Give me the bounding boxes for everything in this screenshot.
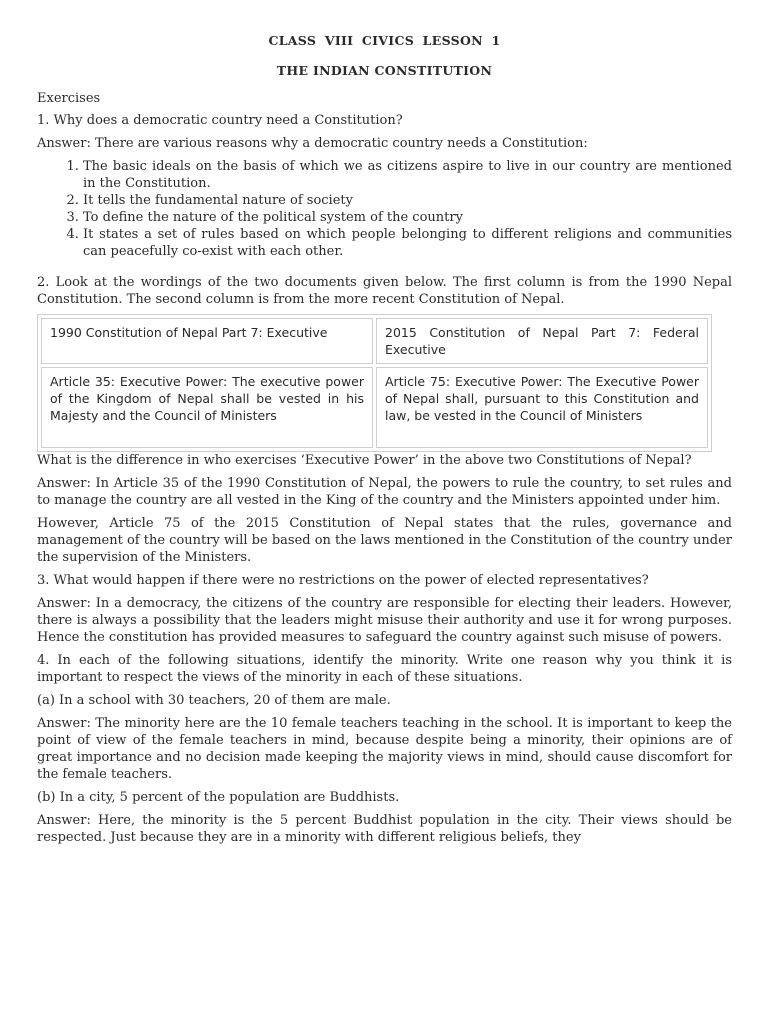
question-4: 4. In each of the following situations, identify the minority. Write one reason why you think it is important to respect the views of the minority in each of these situations. bbox=[37, 653, 732, 685]
constitution-comparison-table bbox=[37, 314, 712, 452]
table-row bbox=[41, 367, 708, 448]
exercises-label: Exercises bbox=[37, 91, 101, 106]
table-cell-article-35: Article 35: Executive Power: The executive power of the Kingdom of Nepal shall be vested in his Majesty and the Council of Ministers bbox=[41, 367, 373, 448]
answer-1-list bbox=[37, 158, 732, 260]
list-item: 3. To define the nature of the political system of the country bbox=[83, 209, 732, 226]
answer-1-intro: Answer: There are various reasons why a democratic country needs a Constitution: bbox=[37, 136, 588, 151]
table-row bbox=[41, 318, 708, 364]
question-2-followup: What is the difference in who exercises ‘Executive Power’ in the above two Constitutions of Nepal? bbox=[37, 453, 692, 468]
document-page bbox=[37, 32, 732, 852]
question-4b: (b) In a city, 5 percent of the population are Buddhists. bbox=[37, 790, 400, 805]
table-cell-article-75: Article 75: Executive Power: The Executive Power of Nepal shall, pursuant to this Constitution and law, be vested in the Council of Ministers bbox=[376, 367, 708, 448]
question-2: 2. Look at the wordings of the two documents given below. The first column is from the 1990 Nepal Constitution. The second column is from the more recent Constitution of Nepal. bbox=[37, 275, 732, 307]
question-4a: (a) In a school with 30 teachers, 20 of them are male. bbox=[37, 693, 391, 708]
answer-2-part-1: Answer: In Article 35 of the 1990 Constitution of Nepal, the powers to rule the country, to set rules and to manage the country are all vested in the King of the country and the Ministers appointed under him. bbox=[37, 476, 732, 508]
list-item: 2. It tells the fundamental nature of society bbox=[83, 192, 732, 209]
question-3: 3. What would happen if there were no restrictions on the power of elected representatives? bbox=[37, 573, 649, 588]
list-item: 4. It states a set of rules based on which people belonging to different religions and communities can peacefully co-exist with each other. bbox=[83, 226, 732, 260]
table-head-2015: 2015 Constitution of Nepal Part 7: Federal Executive bbox=[376, 318, 708, 364]
question-1: 1. Why does a democratic country need a Constitution? bbox=[37, 113, 403, 128]
answer-3: Answer: In a democracy, the citizens of the country are responsible for electing their leaders. However, there is always a possibility that the leaders might misuse their authority and use it for wrong purposes. Hence the constitution has provided measures to safeguard the country against such misuse of powers. bbox=[37, 596, 732, 645]
answer-2-part-2: However, Article 75 of the 2015 Constitution of Nepal states that the rules, governance and management of the country will be based on the laws mentioned in the Constitution of the country under the supervision of the Ministers. bbox=[37, 516, 732, 565]
list-item: 1. The basic ideals on the basis of which we as citizens aspire to live in our country are mentioned in the Constitution. bbox=[83, 158, 732, 192]
answer-4a: Answer: The minority here are the 10 female teachers teaching in the school. It is important to keep the point of view of the female teachers in mind, because despite being a minority, their opinions are of great importance and no decision made keeping the majority views in mind, should cause discomfort for the female teachers. bbox=[37, 716, 732, 782]
table-head-1990: 1990 Constitution of Nepal Part 7: Executive bbox=[41, 318, 373, 364]
page-subtitle: THE INDIAN CONSTITUTION bbox=[276, 63, 493, 78]
answer-4b: Answer: Here, the minority is the 5 percent Buddhist population in the city. Their views should be respected. Just because they are in a minority with different religious beliefs, they bbox=[37, 813, 732, 845]
page-title: CLASS VIII CIVICS LESSON 1 bbox=[268, 33, 501, 48]
